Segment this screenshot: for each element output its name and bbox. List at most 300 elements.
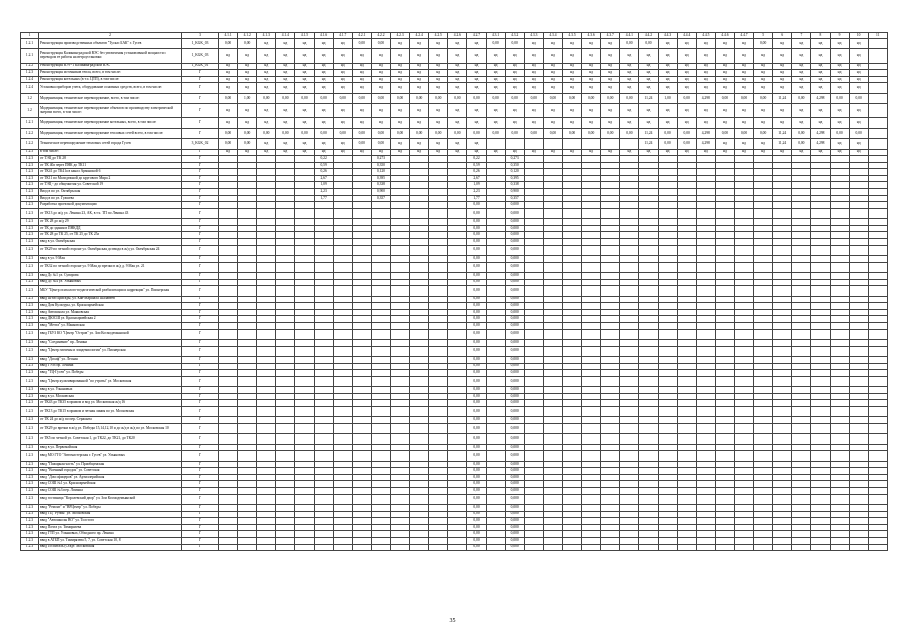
value-cell: 0,000	[505, 286, 524, 296]
value-cell	[219, 256, 238, 263]
value-cell	[830, 487, 849, 494]
row-number: 1.2.3	[21, 70, 39, 77]
value-cell	[390, 156, 409, 163]
value-cell	[830, 393, 849, 400]
value-cell	[352, 272, 371, 279]
value-cell	[601, 531, 620, 538]
value-cell	[849, 162, 868, 169]
value-cell: 2,67	[467, 175, 486, 182]
header-cell: 4.4.2	[639, 33, 658, 39]
value-cell	[257, 303, 276, 310]
value-cell	[582, 208, 601, 218]
value-cell	[601, 202, 620, 209]
value-cell: 0,00	[467, 363, 486, 370]
value-cell	[773, 363, 792, 370]
value-cell: нд	[658, 70, 677, 77]
value-cell	[811, 272, 830, 279]
value-cell: 0,00	[582, 93, 601, 103]
value-cell	[390, 504, 409, 511]
value-cell	[429, 316, 448, 323]
value-cell	[639, 339, 658, 346]
value-cell	[238, 156, 257, 163]
value-cell	[658, 487, 677, 494]
value-cell	[390, 444, 409, 451]
value-cell	[734, 544, 753, 551]
value-cell	[543, 531, 562, 538]
value-cell	[314, 400, 333, 407]
row-code: Г	[182, 128, 219, 138]
value-cell	[333, 451, 352, 461]
value-cell	[219, 232, 238, 239]
value-cell: 0,00	[677, 93, 696, 103]
value-cell	[658, 481, 677, 488]
value-cell: нд	[677, 83, 696, 93]
table-row	[21, 417, 888, 424]
value-cell	[257, 524, 276, 531]
row-code: Г	[182, 169, 219, 176]
value-cell	[773, 219, 792, 226]
value-cell	[849, 156, 868, 163]
value-cell	[371, 219, 390, 226]
value-cell: нд	[601, 70, 620, 77]
row-code: Г	[182, 417, 219, 424]
value-cell	[295, 387, 314, 394]
value-cell: нд	[792, 118, 811, 128]
value-cell	[754, 537, 773, 544]
value-cell	[754, 256, 773, 263]
value-cell: нд	[314, 118, 333, 128]
value-cell: нд	[543, 39, 562, 49]
value-cell	[524, 346, 543, 356]
value-cell	[219, 356, 238, 363]
value-cell	[868, 202, 887, 209]
value-cell	[677, 256, 696, 263]
value-cell: 0,00	[467, 387, 486, 394]
value-cell: 0,00	[467, 474, 486, 481]
value-cell	[868, 316, 887, 323]
value-cell: нд	[620, 76, 639, 83]
header-cell: 10	[849, 33, 868, 39]
value-cell	[811, 481, 830, 488]
value-cell	[543, 296, 562, 303]
value-cell: нд	[352, 118, 371, 128]
value-cell: нд	[467, 83, 486, 93]
value-cell: нд	[276, 118, 295, 128]
value-cell	[429, 256, 448, 263]
value-cell	[448, 461, 467, 468]
value-cell	[754, 518, 773, 525]
row-number: 1.2.3	[21, 156, 39, 163]
value-cell: нд	[696, 70, 715, 77]
value-cell	[429, 232, 448, 239]
value-cell	[486, 518, 505, 525]
value-cell: нд	[371, 104, 390, 118]
value-cell	[390, 169, 409, 176]
value-cell: 0,00	[410, 93, 429, 103]
value-cell	[257, 262, 276, 272]
value-cell	[410, 451, 429, 461]
value-cell	[849, 518, 868, 525]
value-cell	[773, 322, 792, 329]
value-cell	[830, 272, 849, 279]
value-cell: нд	[849, 118, 868, 128]
value-cell	[658, 363, 677, 370]
value-cell	[811, 262, 830, 272]
table-row	[21, 104, 888, 118]
value-cell	[486, 474, 505, 481]
value-cell	[677, 393, 696, 400]
value-cell	[639, 162, 658, 169]
value-cell	[410, 316, 429, 323]
value-cell: 4,298	[811, 93, 830, 103]
value-cell	[448, 363, 467, 370]
value-cell	[582, 262, 601, 272]
value-cell	[868, 245, 887, 255]
value-cell	[620, 316, 639, 323]
row-name: Модернизация, техническое перевооружение котельных, всего, в том числе:	[39, 118, 182, 128]
value-cell	[524, 511, 543, 518]
value-cell	[219, 156, 238, 163]
value-cell: нд	[295, 149, 314, 156]
value-cell	[562, 182, 581, 189]
value-cell	[390, 322, 409, 329]
value-cell	[238, 537, 257, 544]
value-cell	[410, 296, 429, 303]
value-cell	[295, 423, 314, 433]
value-cell	[333, 175, 352, 182]
row-code: Г	[182, 309, 219, 316]
value-cell	[658, 286, 677, 296]
value-cell	[601, 524, 620, 531]
value-cell: нд	[754, 76, 773, 83]
value-cell	[429, 393, 448, 400]
value-cell	[543, 370, 562, 377]
value-cell	[219, 487, 238, 494]
value-cell	[371, 461, 390, 468]
value-cell	[486, 434, 505, 444]
value-cell	[276, 387, 295, 394]
value-cell	[868, 329, 887, 339]
value-cell	[562, 219, 581, 226]
value-cell	[773, 518, 792, 525]
value-cell	[715, 346, 734, 356]
table-row	[21, 434, 888, 444]
value-cell	[562, 346, 581, 356]
value-cell	[582, 481, 601, 488]
value-cell: 0,00	[467, 272, 486, 279]
table-row	[21, 256, 888, 263]
value-cell	[639, 504, 658, 511]
value-cell: нд	[333, 70, 352, 77]
value-cell	[276, 329, 295, 339]
value-cell	[868, 487, 887, 494]
value-cell	[295, 162, 314, 169]
row-name: Реконструкция Калининградской ВЭС без увеличения установленной мощности с переводом ее работы на ветроустановки	[39, 49, 182, 63]
value-cell: 0,00	[467, 504, 486, 511]
table-row	[21, 339, 888, 346]
value-cell: нд	[811, 49, 830, 63]
value-cell	[390, 296, 409, 303]
value-cell	[562, 511, 581, 518]
row-code: 1_KGK_03	[182, 49, 219, 63]
value-cell: 0,00	[467, 524, 486, 531]
value-cell	[390, 468, 409, 475]
value-cell	[582, 537, 601, 544]
value-cell: 0,900	[371, 189, 390, 196]
value-cell	[677, 518, 696, 525]
value-cell	[754, 208, 773, 218]
value-cell	[715, 531, 734, 538]
value-cell	[276, 286, 295, 296]
value-cell: 0,357	[505, 195, 524, 202]
value-cell	[792, 451, 811, 461]
row-code: Г	[182, 423, 219, 433]
value-cell	[792, 169, 811, 176]
value-cell	[390, 202, 409, 209]
value-cell: нд	[811, 76, 830, 83]
value-cell	[792, 356, 811, 363]
value-cell	[219, 169, 238, 176]
value-cell	[620, 162, 639, 169]
value-cell	[543, 356, 562, 363]
value-cell	[601, 393, 620, 400]
value-cell	[238, 175, 257, 182]
value-cell: нд	[582, 63, 601, 70]
table-row	[21, 189, 888, 196]
value-cell	[773, 400, 792, 407]
value-cell	[696, 524, 715, 531]
value-cell	[582, 316, 601, 323]
value-cell: нд	[811, 149, 830, 156]
value-cell	[257, 245, 276, 255]
value-cell	[811, 451, 830, 461]
value-cell	[371, 376, 390, 386]
value-cell	[448, 296, 467, 303]
value-cell: нд	[830, 70, 849, 77]
value-cell: нд	[295, 139, 314, 149]
value-cell	[582, 303, 601, 310]
value-cell	[811, 494, 830, 504]
value-cell	[562, 406, 581, 416]
value-cell	[371, 451, 390, 461]
row-code: Г	[182, 202, 219, 209]
value-cell	[314, 511, 333, 518]
value-cell: нд	[448, 83, 467, 93]
value-cell	[792, 474, 811, 481]
value-cell	[734, 156, 753, 163]
value-cell: нд	[219, 149, 238, 156]
value-cell	[295, 524, 314, 531]
value-cell	[639, 156, 658, 163]
row-name: ввод в ул. 9 Мая	[39, 256, 182, 263]
value-cell	[524, 262, 543, 272]
value-cell	[696, 272, 715, 279]
value-cell	[639, 219, 658, 226]
value-cell: нд	[295, 70, 314, 77]
value-cell	[811, 286, 830, 296]
value-cell: 0,00	[582, 128, 601, 138]
value-cell	[754, 316, 773, 323]
value-cell	[620, 225, 639, 232]
value-cell	[830, 256, 849, 263]
value-cell	[620, 363, 639, 370]
value-cell	[371, 225, 390, 232]
value-cell: 0,00	[276, 93, 295, 103]
value-cell	[219, 444, 238, 451]
value-cell	[486, 356, 505, 363]
value-cell	[658, 406, 677, 416]
value-cell	[639, 329, 658, 339]
value-cell: нд	[543, 83, 562, 93]
value-cell	[295, 531, 314, 538]
value-cell	[658, 296, 677, 303]
value-cell: нд	[773, 149, 792, 156]
value-cell: 0,00	[601, 93, 620, 103]
value-cell	[639, 208, 658, 218]
value-cell	[811, 346, 830, 356]
value-cell	[582, 370, 601, 377]
value-cell	[754, 376, 773, 386]
value-cell	[868, 400, 887, 407]
row-name: ввод ГУМ пр. Ленина	[39, 363, 182, 370]
value-cell	[524, 239, 543, 246]
value-cell: 0,00	[371, 128, 390, 138]
value-cell	[773, 494, 792, 504]
value-cell: нд	[257, 149, 276, 156]
row-number: 1.2.3	[21, 339, 39, 346]
header-cell: 11	[868, 33, 887, 39]
value-cell	[486, 202, 505, 209]
value-cell: 0,00	[467, 262, 486, 272]
value-cell	[620, 279, 639, 286]
value-cell	[773, 487, 792, 494]
value-cell	[811, 544, 830, 551]
value-cell	[868, 70, 887, 77]
value-cell	[868, 169, 887, 176]
value-cell: 0,00	[467, 417, 486, 424]
value-cell	[524, 370, 543, 377]
value-cell	[219, 182, 238, 189]
value-cell	[677, 175, 696, 182]
value-cell	[830, 481, 849, 488]
value-cell	[811, 225, 830, 232]
value-cell	[543, 487, 562, 494]
value-cell	[410, 169, 429, 176]
value-cell	[295, 434, 314, 444]
value-cell: нд	[696, 118, 715, 128]
value-cell	[314, 309, 333, 316]
value-cell	[811, 356, 830, 363]
value-cell	[677, 474, 696, 481]
value-cell: 0,000	[505, 423, 524, 433]
value-cell: 0,00	[467, 202, 486, 209]
value-cell	[773, 262, 792, 272]
value-cell	[257, 189, 276, 196]
value-cell	[601, 400, 620, 407]
value-cell: нд	[390, 83, 409, 93]
value-cell	[754, 296, 773, 303]
value-cell	[811, 195, 830, 202]
value-cell	[257, 346, 276, 356]
value-cell	[677, 329, 696, 339]
value-cell	[792, 208, 811, 218]
value-cell: 0,000	[505, 468, 524, 475]
value-cell	[639, 434, 658, 444]
value-cell	[677, 169, 696, 176]
value-cell	[276, 182, 295, 189]
row-number: 1.2.2	[21, 128, 39, 138]
value-cell	[295, 286, 314, 296]
value-cell	[811, 189, 830, 196]
row-name: от ТК 28 до ж/д 29	[39, 219, 182, 226]
value-cell	[276, 444, 295, 451]
value-cell	[562, 175, 581, 182]
value-cell: нд	[849, 104, 868, 118]
value-cell	[448, 316, 467, 323]
value-cell	[333, 468, 352, 475]
value-cell	[333, 286, 352, 296]
value-cell	[715, 494, 734, 504]
value-cell	[448, 511, 467, 518]
value-cell	[505, 139, 524, 149]
value-cell	[257, 518, 276, 525]
value-cell	[371, 363, 390, 370]
value-cell	[410, 322, 429, 329]
table-row	[21, 225, 888, 232]
value-cell	[582, 309, 601, 316]
value-cell: нд	[410, 104, 429, 118]
value-cell	[562, 189, 581, 196]
value-cell: нд	[658, 104, 677, 118]
value-cell	[754, 524, 773, 531]
value-cell	[390, 417, 409, 424]
value-cell	[352, 322, 371, 329]
value-cell	[601, 423, 620, 433]
value-cell	[696, 156, 715, 163]
value-cell	[582, 239, 601, 246]
value-cell	[792, 182, 811, 189]
value-cell	[830, 202, 849, 209]
value-cell	[448, 182, 467, 189]
value-cell: нд	[371, 83, 390, 93]
value-cell: нд	[257, 76, 276, 83]
value-cell: 0,000	[505, 393, 524, 400]
value-cell	[219, 262, 238, 272]
value-cell	[429, 262, 448, 272]
value-cell	[333, 346, 352, 356]
value-cell	[486, 329, 505, 339]
value-cell	[562, 139, 581, 149]
value-cell	[448, 272, 467, 279]
value-cell: 11,24	[773, 93, 792, 103]
value-cell	[429, 481, 448, 488]
value-cell: нд	[276, 49, 295, 63]
value-cell	[773, 468, 792, 475]
value-cell: нд	[314, 39, 333, 49]
value-cell	[849, 487, 868, 494]
row-name: от ТК 28 до ТК 25, от ТК 25 до ТК 25а	[39, 232, 182, 239]
value-cell	[734, 511, 753, 518]
row-name: от ТК5 по четной ул. Советская 1, до ТК22, до ТК21, до ТК20	[39, 434, 182, 444]
row-name: ввод в ул. Московская	[39, 393, 182, 400]
value-cell	[677, 189, 696, 196]
value-cell	[352, 423, 371, 433]
value-cell	[276, 256, 295, 263]
value-cell	[639, 316, 658, 323]
value-cell: нд	[257, 63, 276, 70]
value-cell: нд	[257, 83, 276, 93]
row-name: Реконструкция производственных объектов "Тускас БАК" г. Гусев	[39, 39, 182, 49]
